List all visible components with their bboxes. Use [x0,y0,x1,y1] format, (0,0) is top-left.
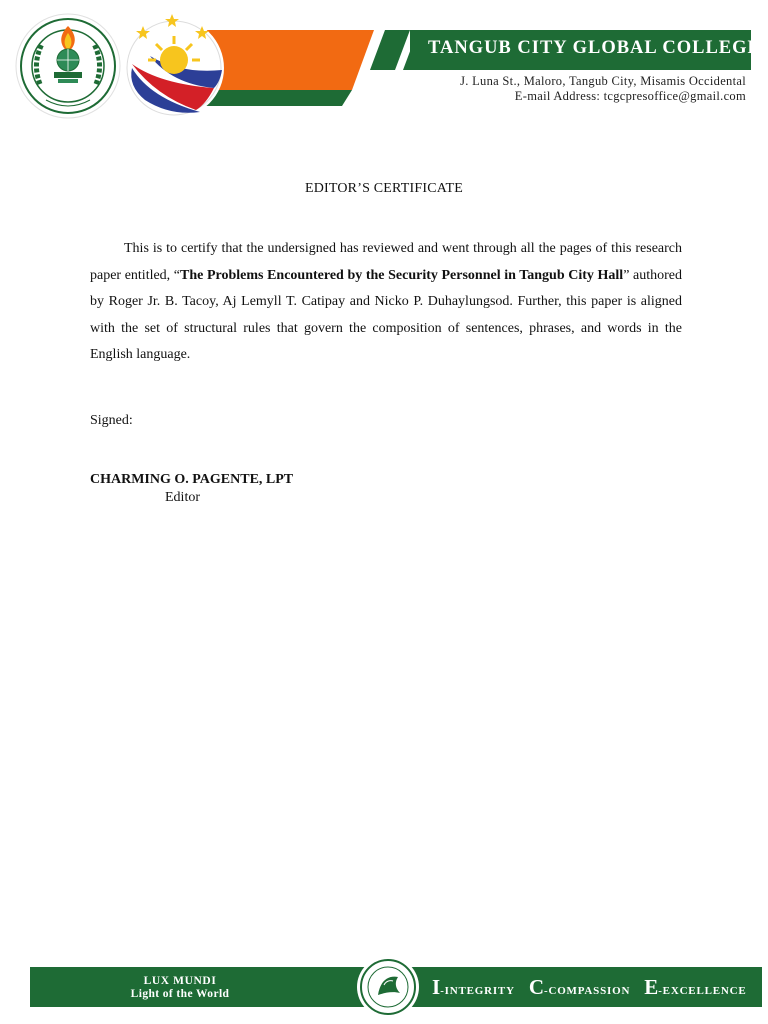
value-excellence: E-EXCELLENCE [644,975,747,999]
college-seal-icon [16,14,120,118]
certificate-body [90,236,682,369]
green-slant-bar [370,30,410,70]
email-line: E-mail Address: tcgcpresoffice@gmail.com [514,89,746,103]
value-compassion: C-COMPASSION [528,975,631,999]
letterhead [0,0,768,140]
paper-title: The Problems Encountered by the Security Personnel in Tangub City Hall [180,267,624,283]
body-text-end: ” authored by Roger Jr. B. Tacoy, Aj Lemyll T. Catipay and Nicko P. Duhaylungsod. Further, this paper is aligned with the set of structural rules that govern the composition of sentences, phrases, and words in the English language. [90,267,682,363]
body-text-start: This is to certify that the undersigned has reviewed and went through all the pages of this research paper entitled, “ [90,241,682,283]
address-block [460,74,746,104]
letterhead-graphics [0,0,768,140]
college-name: TANGUB CITY GLOBAL COLLEGE [428,38,761,58]
motto-latin: LUX MUNDI [143,975,217,987]
value-integrity: I-INTEGRITY [432,975,515,999]
philippine-seal-icon [124,14,224,118]
signer-role: Editor [165,490,200,505]
green-stripe-lower [205,90,352,106]
footer-banner [0,955,768,1020]
address-line: J. Luna St., Maloro, Tangub City, Misamis Occidental [460,74,746,88]
core-values [432,975,746,1000]
footer-seal-icon [354,955,422,1019]
orange-stripe [205,30,374,90]
signed-label: Signed: [90,413,133,428]
signer-name: CHARMING O. PAGENTE, LPT [90,472,294,487]
motto-english: Light of the World [130,988,230,1000]
certificate-title: EDITOR’S CERTIFICATE [304,181,464,196]
